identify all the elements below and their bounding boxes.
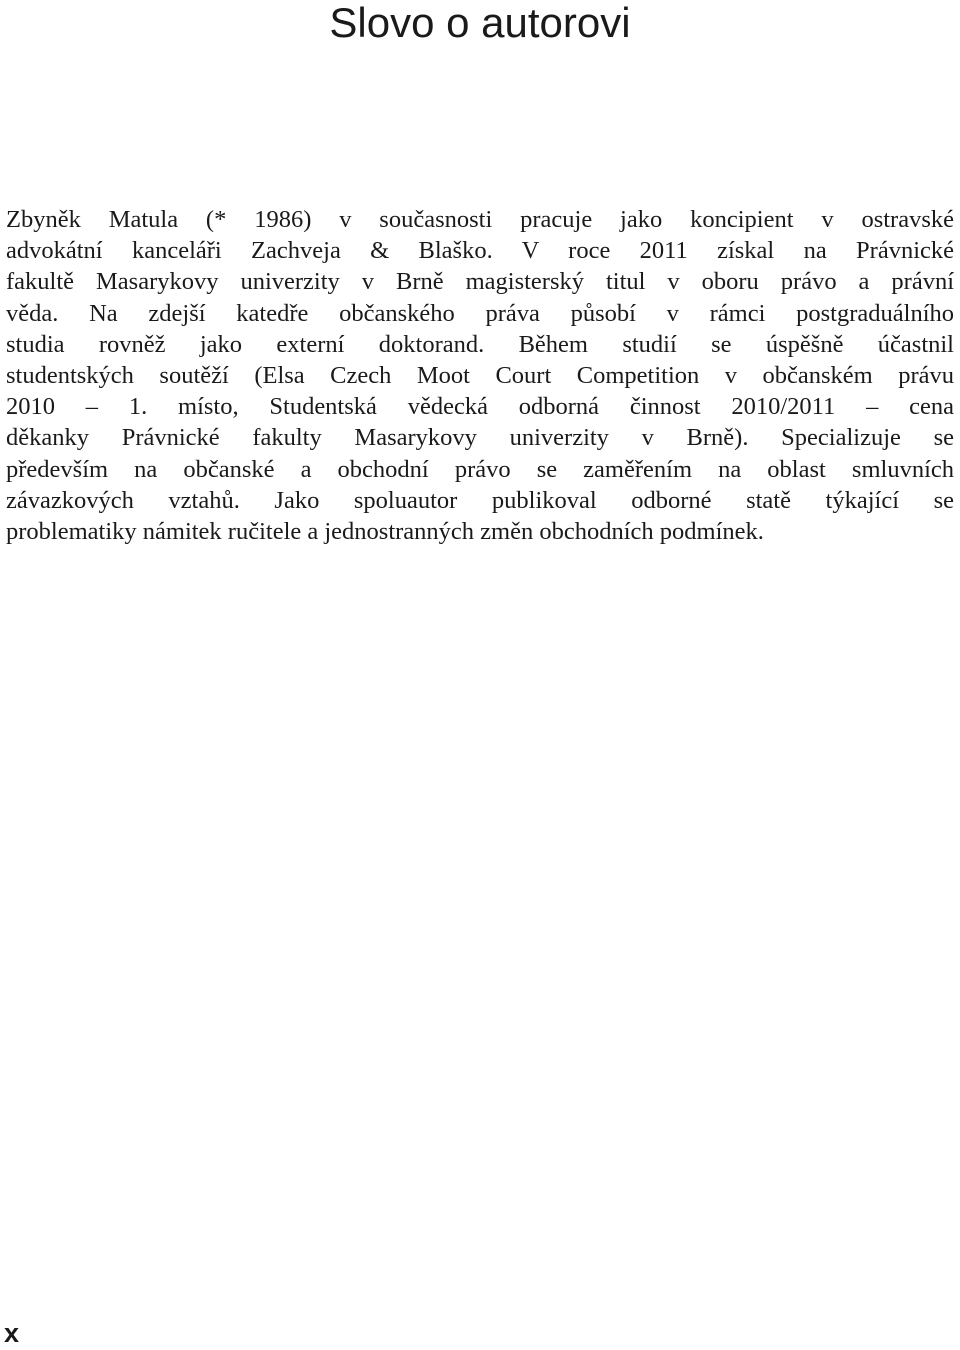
bio-line: závazkových vztahů. Jako spoluautor publikoval odborné statě týkající se <box>6 486 954 514</box>
author-bio-paragraph <box>6 204 954 547</box>
bio-line: především na občanské a obchodní právo se zaměřením na oblast smluvních <box>6 455 954 483</box>
bio-line: problematiky námitek ručitele a jednostranných změn obchodních podmínek. <box>6 518 764 546</box>
bio-line: fakultě Masarykovy univerzity v Brně magisterský titul v oboru právo a právní <box>6 268 954 296</box>
bio-line: Zbyněk Matula (* 1986) v současnosti pracuje jako koncipient v ostravské <box>6 206 954 233</box>
bio-line: věda. Na zdejší katedře občanského práva působí v rámci postgraduálního <box>6 299 954 327</box>
bio-line: studia rovněž jako externí doktorand. Během studií se úspěšně účastnil <box>6 330 954 358</box>
bio-line: studentských soutěží (Elsa Czech Moot Court Competition v občanském právu <box>6 362 954 390</box>
bio-line: děkanky Právnické fakulty Masarykovy univerzity v Brně). Specializuje se <box>6 424 954 452</box>
page-number: x <box>4 1318 20 1348</box>
bio-line: 2010 – 1. místo, Studentská vědecká odborná činnost 2010/2011 – cena <box>6 393 954 421</box>
bio-line: advokátní kanceláři Zachveja & Blaško. V roce 2011 získal na Právnické <box>6 237 954 265</box>
page-title: Slovo o autorovi <box>329 0 631 46</box>
